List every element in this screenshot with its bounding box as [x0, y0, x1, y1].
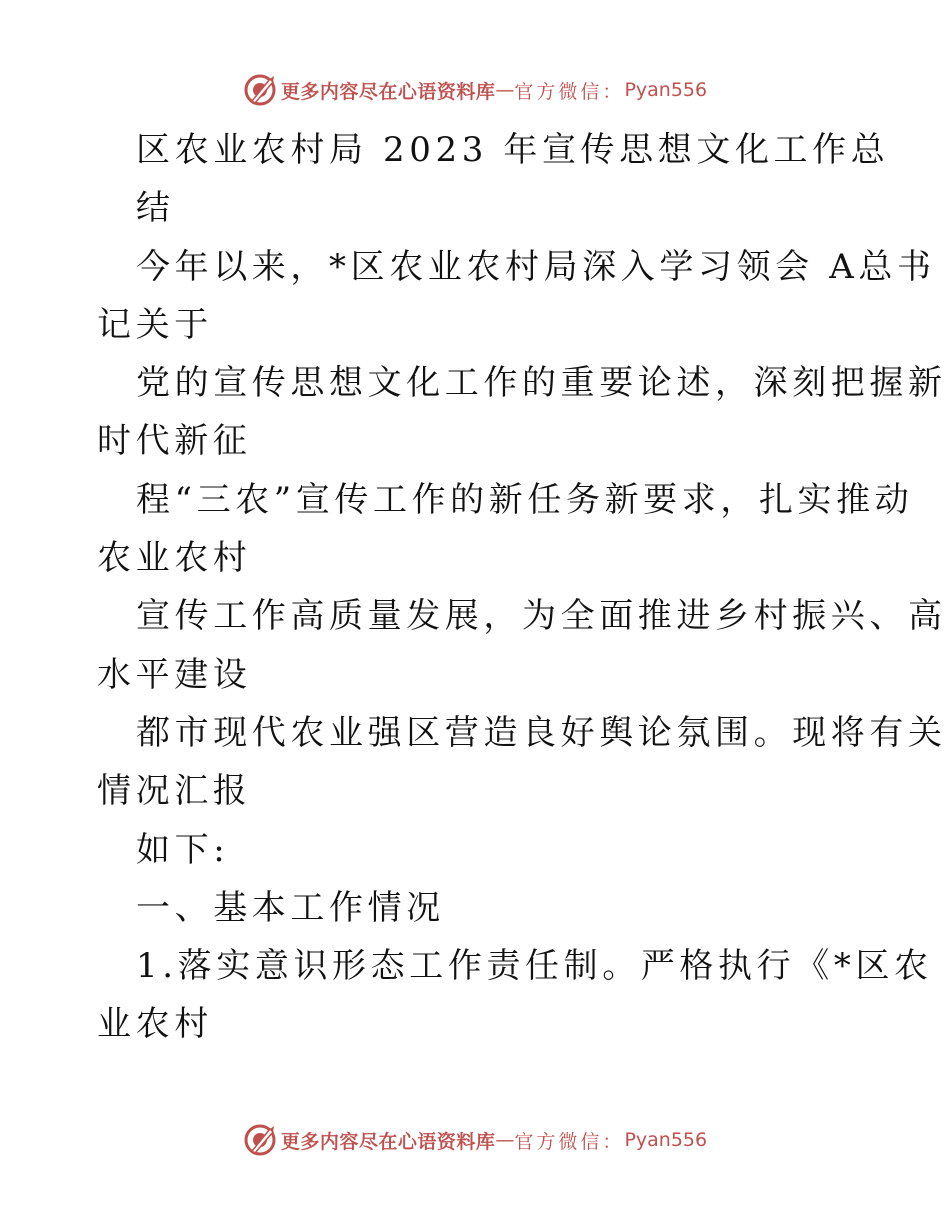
document-line: 农业农村	[97, 538, 252, 579]
document-line: 1.落实意识形态工作责任制。严格执行《*区农	[136, 946, 933, 987]
document-line: 业农村	[97, 1004, 213, 1045]
pen-logo-icon	[243, 1123, 277, 1157]
document-line: 情况汇报	[97, 771, 252, 812]
document-line: 宣传工作高质量发展，为全面推进乡村振兴、高	[136, 596, 947, 637]
document-line: 党的宣传思想文化工作的重要论述，深刻把握新	[136, 363, 947, 404]
watermark-wechat-label: 官方微信：	[514, 1130, 625, 1153]
document-line: 记关于	[97, 304, 213, 345]
watermark-dash: —	[495, 1129, 515, 1151]
footer-watermark	[0, 1120, 950, 1160]
watermark-wechat-label: 官方微信：	[514, 80, 625, 103]
document-line: 时代新征	[97, 421, 252, 462]
watermark-main-text: 更多内容尽在心语资料库	[280, 1130, 496, 1153]
watermark-main-text: 更多内容尽在心语资料库	[280, 80, 496, 103]
document-body	[97, 121, 947, 1054]
document-line: 程“三农”宣传工作的新任务新要求，扎实推动	[136, 479, 914, 520]
document-line: 结	[136, 188, 175, 229]
document-line: 区农业农村局 2023 年宣传思想文化工作总	[136, 130, 890, 170]
watermark-wechat-id: Pyan556	[624, 79, 708, 101]
watermark-dash: —	[495, 79, 515, 101]
header-watermark	[0, 70, 950, 110]
watermark-wechat-id: Pyan556	[624, 1129, 708, 1151]
document-line: 如下:	[136, 829, 230, 870]
document-line: 今年以来，*区农业农村局深入学习领会 A总书	[136, 246, 936, 287]
document-line: 一、基本工作情况	[136, 887, 445, 928]
document-line: 都市现代农业强区营造良好舆论氛围。现将有关	[136, 712, 947, 753]
document-line: 水平建设	[97, 654, 252, 695]
pen-logo-icon	[243, 73, 277, 107]
